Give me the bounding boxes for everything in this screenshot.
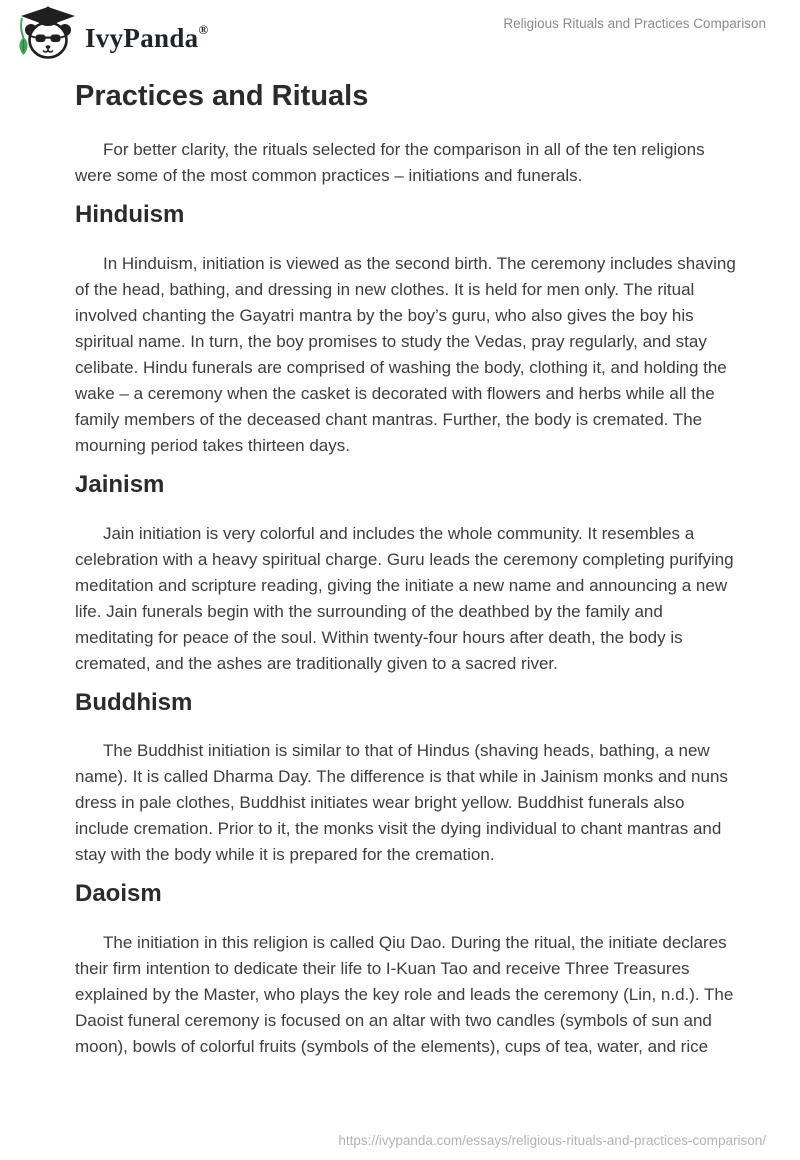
- section-paragraph-hinduism: In Hinduism, initiation is viewed as the second birth. The ceremony includes shaving of the head, bathing, and dressing in new clothes. It is held for men only. The ritual involved chanting the Gayatri mantra by the boy’s guru, who also gives the boy his spiritual name. In turn, the boy promises to study the Vedas, pray regularly, and stay celibate. Hindu funerals are comprised of washing the body, clothing it, and holding the wake – a ceremony when the casket is decorated with flowers and herbs while all the family members of the deceased chant mantras. Further, the body is cremated. The mourning period takes thirteen days.: [75, 253, 736, 455]
- section-heading-hinduism: Hinduism: [75, 201, 185, 229]
- brand[interactable]: [14, 6, 208, 62]
- section-paragraph-daoism: The initiation in this religion is called Qiu Dao. During the ritual, the initiate declares their firm intention to dedicate their life to I-Kuan Tao and receive Three Treasures explained by the Master, who plays the key role and leads the ceremony (Lin, n.d.). The Daoist funeral ceremony is focused on an altar with two candles (symbols of sun and moon), bowls of colorful fruits (symbols of the elements), cups of tea, water, and rice: [75, 932, 734, 1056]
- section-heading-buddhism: Buddhism: [75, 688, 193, 716]
- section-heading-daoism: Daoism: [75, 880, 162, 908]
- section-heading-jainism: Jainism: [75, 470, 165, 498]
- page-footer: [338, 1133, 766, 1148]
- source-url: https://ivypanda.com/essays/religious-rituals-and-practices-comparison/: [338, 1133, 766, 1148]
- page-header: [0, 0, 800, 62]
- essay-content: [75, 80, 743, 1060]
- brand-name: IvyPanda®: [85, 21, 209, 53]
- intro-paragraph: For better clarity, the rituals selected for the comparison in all of the ten religions were some of the most common practices – initiations and funerals.: [75, 140, 705, 186]
- panda-graduate-logo-icon: [14, 6, 78, 62]
- registered-trademark-symbol: ®: [198, 21, 209, 37]
- page-title: Practices and Rituals: [75, 80, 369, 112]
- section-paragraph-jainism: Jain initiation is very colorful and includes the whole community. It resembles a celebration with a heavy spiritual charge. Guru leads the ceremony completing purifying meditation and scripture reading, giving the initiate a new name and announcing a new life. Jain funerals begin with the surrounding of the deathbed by the family and meditating for peace of the soul. Within twenty-four hours after death, the body is cremated, and the ashes are traditionally given to a sacred river.: [75, 523, 734, 673]
- document-title: Religious Rituals and Practices Comparison: [503, 16, 766, 31]
- section-paragraph-buddhism: The Buddhist initiation is similar to that of Hindus (shaving heads, bathing, a new name). It is called Dharma Day. The difference is that while in Jainism monks and nuns dress in pale clothes, Buddhist initiates wear bright yellow. Buddhist funerals also include cremation. Prior to it, the monks visit the dying individual to chant mantras and stay with the body while it is prepared for the cremation.: [75, 741, 728, 865]
